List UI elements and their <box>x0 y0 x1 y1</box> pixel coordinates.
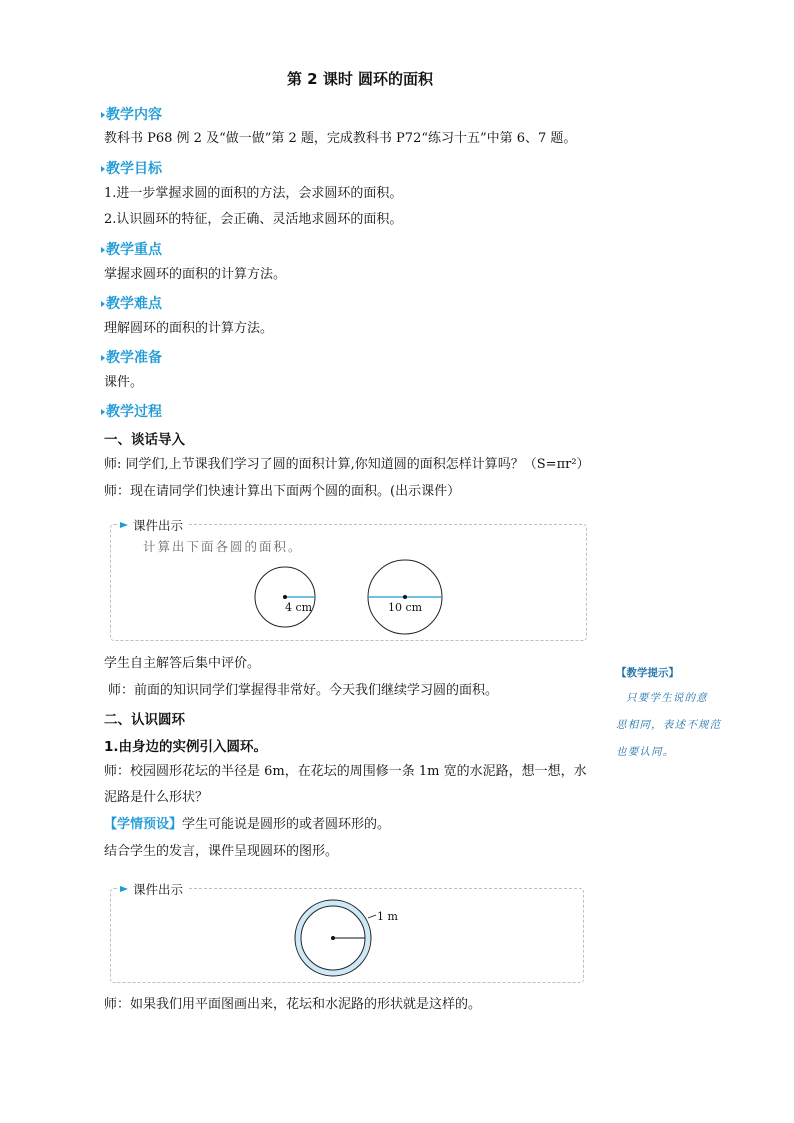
key-text: 掌握求圆环的面积的计算方法。 <box>104 267 287 282</box>
teacher-line-1: 师: 同学们,上节课我们学习了圆的面积计算,你知道圆的面积怎样计算吗？（S=πr²） <box>104 457 590 472</box>
goal-2: 2.认识圆环的特征，会正确、灵活地求圆环的面积。 <box>104 212 403 227</box>
teacher-line-3: 师：前面的知识同学们掌握得非常好。今天我们继续学习圆的面积。 <box>108 683 499 698</box>
difficulty-text: 理解圆环的面积的计算方法。 <box>104 321 274 336</box>
width-leader-line <box>368 915 376 918</box>
content-text: 教科书 P68 例 2 及“做一做”第 2 题，完成教科书 P72“练习十五”中第 6、7 题。 <box>104 131 577 146</box>
section-heading-process <box>101 401 162 421</box>
sub-heading-1: 1.由身边的实例引入圆环。 <box>104 739 268 755</box>
ring-figure <box>280 893 430 979</box>
circles-figure <box>240 555 460 639</box>
section-label: 教学重点 <box>106 242 162 258</box>
courseware-tag-2 <box>118 880 187 898</box>
tip-line-1: 只要学生说的意 <box>626 692 708 704</box>
tip-title: 【教学提示】 <box>616 667 679 679</box>
tip-line-3: 也要认同。 <box>616 746 675 758</box>
ring-center <box>331 936 335 940</box>
section-label: 教学准备 <box>106 350 162 366</box>
teacher-line-5: 师：如果我们用平面图画出来，花坛和水泥路的形状就是这样的。 <box>104 997 482 1012</box>
triangle-marker-icon <box>120 520 130 530</box>
triangle-bullet-icon <box>101 166 105 172</box>
section-label: 教学目标 <box>106 161 162 177</box>
courseware-tag-1 <box>118 516 187 534</box>
courseware-tag-label: 课件出示 <box>133 518 184 533</box>
courseware-instruction: 计算出下面各圆的面积。 <box>143 539 303 554</box>
prep-text: 课件。 <box>104 375 144 390</box>
teaching-tip-sidebar <box>616 665 746 766</box>
small-circle-center <box>283 595 287 599</box>
teacher-line-4b: 泥路是什么形状？ <box>104 790 209 805</box>
preset-label: 【学情预设】 <box>104 817 183 832</box>
triangle-bullet-icon <box>101 355 105 361</box>
courseware-intro-line: 结合学生的发言，课件呈现圆环的图形。 <box>104 844 339 859</box>
courseware-tag-label: 课件出示 <box>133 882 184 897</box>
step-heading-2: 二、认识圆环 <box>104 712 185 728</box>
section-label: 教学内容 <box>106 107 162 123</box>
section-label: 教学难点 <box>106 296 162 312</box>
triangle-marker-icon <box>120 884 130 894</box>
triangle-bullet-icon <box>101 247 105 253</box>
section-heading-content <box>101 104 162 124</box>
goal-1: 1.进一步掌握求圆的面积的方法，会求圆环的面积。 <box>104 186 403 201</box>
student-line: 学生自主解答后集中评价。 <box>104 656 261 671</box>
section-heading-goals <box>101 158 162 178</box>
triangle-bullet-icon <box>101 409 105 415</box>
section-heading-prep <box>101 347 162 367</box>
section-heading-key <box>101 239 162 259</box>
large-circle-center <box>403 595 407 599</box>
section-label: 教学过程 <box>106 404 162 420</box>
tip-line-2: 思相同，表述不规范 <box>616 719 722 731</box>
large-circle-label: 10 cm <box>388 601 423 614</box>
page-title: 第 2 课时 圆环的面积 <box>286 70 434 88</box>
triangle-bullet-icon <box>101 112 105 118</box>
tip-body <box>616 685 746 766</box>
teacher-line-2: 师：现在请同学们快速计算出下面两个圆的面积。(出示课件） <box>104 484 461 499</box>
small-circle-label: 4 cm <box>285 601 313 614</box>
triangle-bullet-icon <box>101 301 105 307</box>
student-preset-line <box>104 815 390 835</box>
ring-width-label: 1 m <box>377 910 398 923</box>
teacher-line-4a: 师：校园圆形花坛的半径是 6m，在花坛的周围修一条 1m 宽的水泥路，想一想，水 <box>104 764 587 779</box>
preset-text: 学生可能说是圆形的或者圆环形的。 <box>182 817 391 832</box>
step-heading-1: 一、谈话导入 <box>104 432 185 448</box>
section-heading-difficulty <box>101 293 162 313</box>
